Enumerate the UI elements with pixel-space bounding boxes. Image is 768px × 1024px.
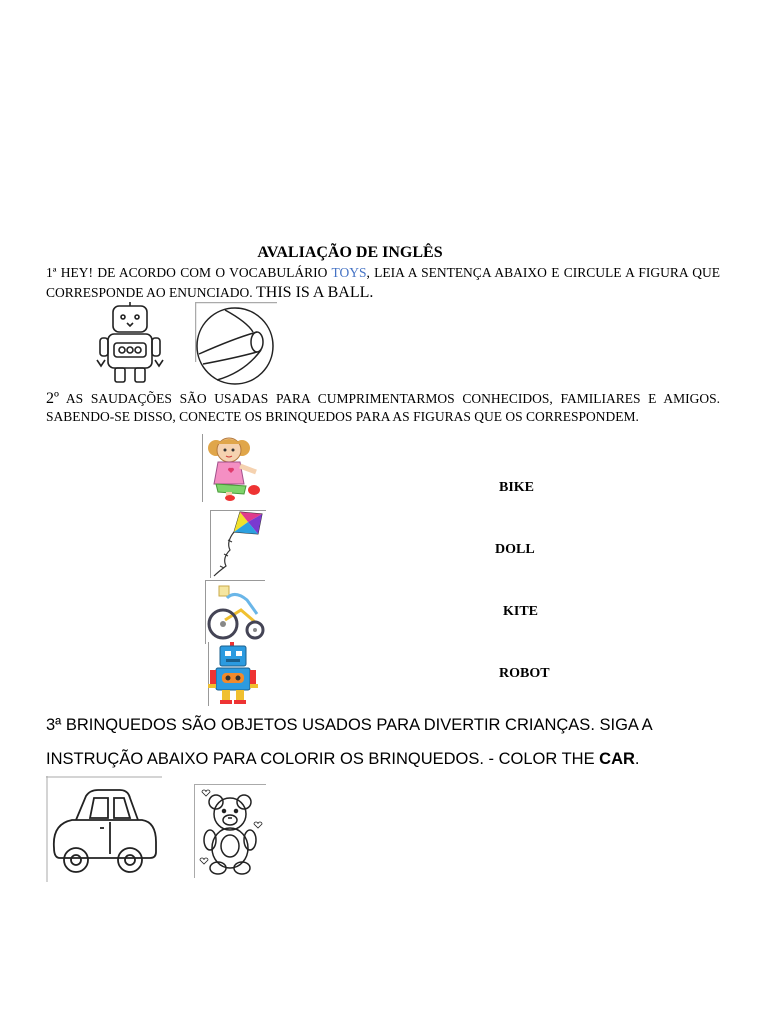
- robot-color-icon[interactable]: [208, 642, 264, 706]
- question-1: [46, 263, 720, 303]
- kite-icon[interactable]: [210, 510, 266, 578]
- question-1-text: 1ª HEY! DE ACORDO COM O VOCABULÁRIO: [46, 265, 332, 280]
- question-3: [46, 708, 746, 776]
- teddy-bear-outline-icon[interactable]: [194, 784, 266, 880]
- question-3-line-2-text: INSTRUÇÃO ABAIXO PARA COLORIR OS BRINQUEDOS. - COLOR THE: [46, 750, 600, 768]
- question-1-sentence: THIS IS A BALL.: [256, 284, 374, 301]
- question-2-number: 2º: [46, 390, 59, 407]
- doll-icon[interactable]: [202, 434, 264, 502]
- word-robot: ROBOT: [499, 666, 550, 681]
- question-1-text-cont: , LEIA A SENTENÇA ABAIXO E CIRCULE A FIGURA QUE CORRESPONDE AO ENUNCIADO.: [46, 265, 720, 300]
- question-2-text: AS SAUDAÇÕES SÃO USADAS PARA CUMPRIMENTARMOS CONHECIDOS, FAMILIARES E AMIGOS. SABENDO-SE DISSO, CONECTE OS BRINQUEDOS PARA AS FIGURAS QUE OS CORRESPONDEM.: [46, 391, 720, 424]
- word-bike: BIKE: [499, 480, 535, 495]
- question-3-end: .: [634, 750, 640, 768]
- beach-ball-icon[interactable]: [195, 302, 277, 390]
- question-3-line-1: 3ª BRINQUEDOS SÃO OBJETOS USADOS PARA DIVERTIR CRIANÇAS. SIGA A: [46, 716, 653, 734]
- question-3-line-2: [46, 742, 746, 776]
- question-3-car-word: CAR: [599, 750, 635, 768]
- robot-outline-icon[interactable]: [92, 302, 170, 388]
- car-outline-icon[interactable]: [46, 776, 164, 884]
- toys-link[interactable]: TOYS: [331, 265, 367, 280]
- word-doll: DOLL: [495, 542, 535, 557]
- tricycle-icon[interactable]: [205, 580, 265, 644]
- question-2: [46, 390, 720, 426]
- word-kite: KITE: [503, 604, 539, 619]
- page-title: AVALIAÇÃO DE INGLÊS: [257, 244, 443, 261]
